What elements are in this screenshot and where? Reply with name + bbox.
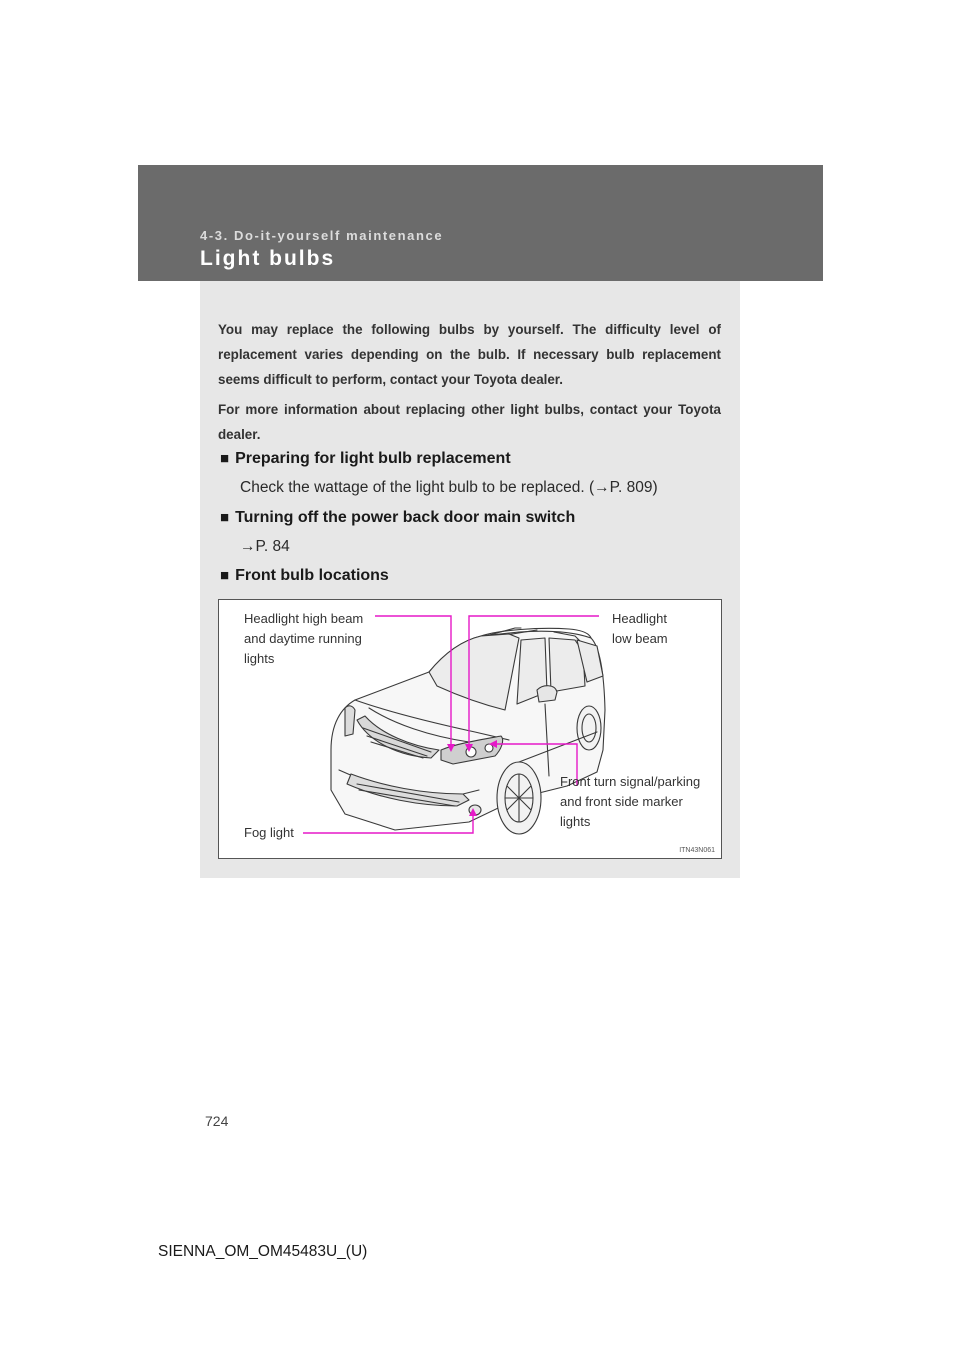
bullet-square-icon: ■ xyxy=(220,450,230,467)
callout-front-turn-signal: Front turn signal/parking and front side marker lights xyxy=(560,774,701,829)
callout-fog-light: Fog light xyxy=(244,825,294,840)
intro-paragraph: You may replace the following bulbs by yourself. The difficulty level of replacement varies depending on the bulb. If necessary bulb replacement seems difficult to perform, contact your Toyota dealer. xyxy=(218,322,721,387)
body-text-wattage: Check the wattage of the light bulb to be replaced. (→P. 809) xyxy=(240,479,658,496)
heading-front-bulb-locations xyxy=(220,567,389,585)
figure-code: ITN43N061 xyxy=(679,847,715,854)
heading-preparing xyxy=(220,450,511,468)
page-title: Light bulbs xyxy=(200,247,336,270)
bullet-square-icon: ■ xyxy=(220,509,230,526)
callout-headlight-high-beam: Headlight high beam and daytime running lights xyxy=(244,611,364,666)
page-reference-link[interactable]: →P. 84 xyxy=(240,538,290,555)
callout-headlight-low-beam: Headlight low beam xyxy=(612,611,668,646)
intro-paragraph-dealer: For more information about replacing other light bulbs, contact your Toyota dealer. xyxy=(218,402,721,442)
heading-text: Preparing for light bulb replacement xyxy=(235,450,511,467)
page-number: 724 xyxy=(205,1113,229,1129)
front-bulb-figure xyxy=(218,599,722,859)
bullet-square-icon: ■ xyxy=(220,567,230,584)
heading-power-back-door xyxy=(220,509,575,527)
heading-text: Turning off the power back door main switch xyxy=(235,509,576,526)
heading-text: Front bulb locations xyxy=(235,567,389,584)
document-id: SIENNA_OM_OM45483U_(U) xyxy=(158,1243,368,1260)
section-label: 4-3. Do-it-yourself maintenance xyxy=(200,228,444,243)
